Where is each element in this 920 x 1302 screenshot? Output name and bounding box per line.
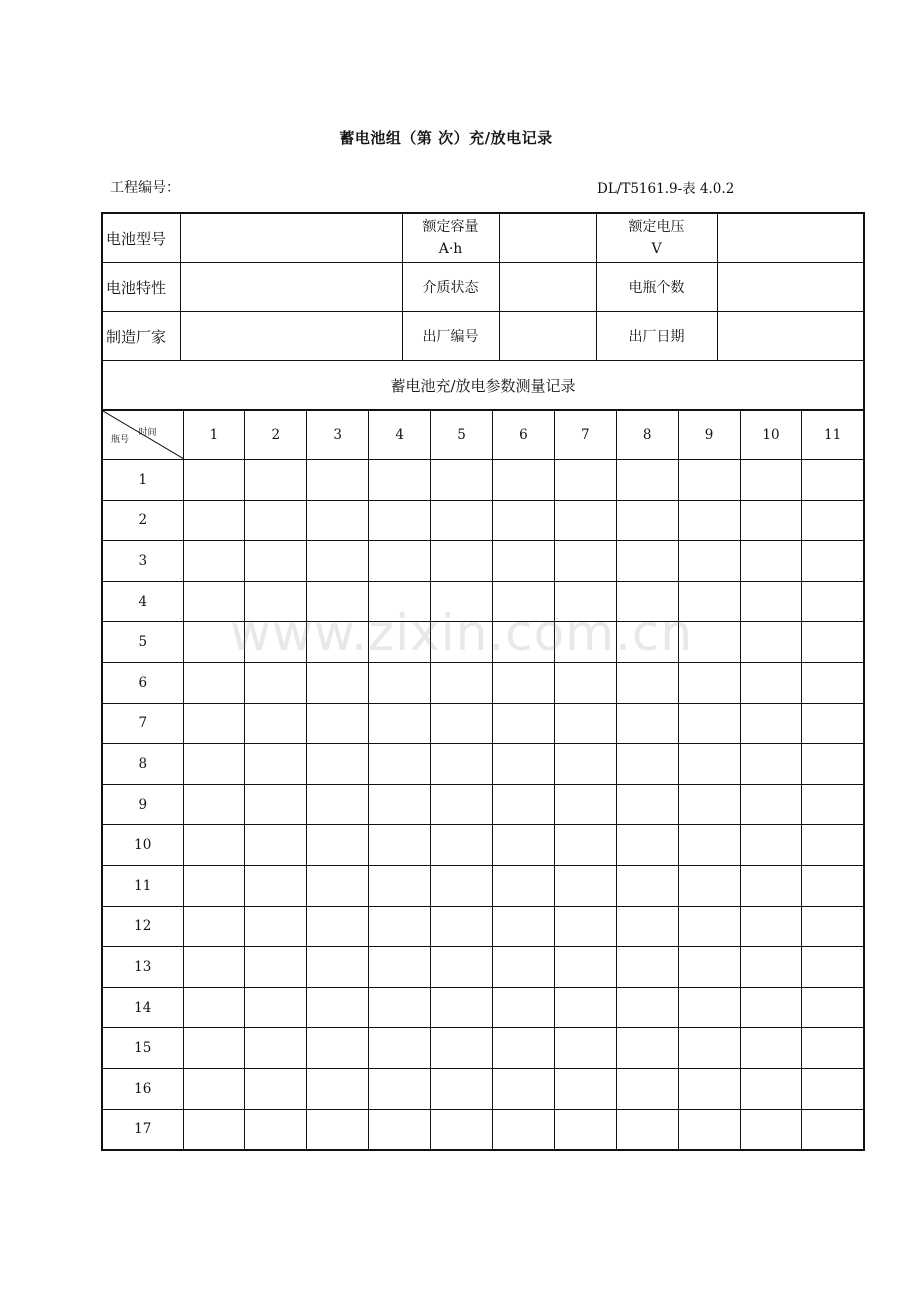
measurement-cell[interactable] bbox=[307, 744, 369, 785]
manufacturer-field[interactable] bbox=[180, 312, 402, 361]
measurement-cell[interactable] bbox=[183, 947, 245, 988]
page-title: 蓄电池组（第 次）充/放电记录 bbox=[339, 129, 553, 147]
measurement-cell[interactable] bbox=[369, 744, 431, 785]
measurement-cell[interactable] bbox=[307, 1068, 369, 1109]
measurement-cell[interactable] bbox=[492, 622, 554, 663]
table-row bbox=[102, 947, 864, 988]
project-number-label: 工程编号： bbox=[110, 180, 180, 196]
measurement-cell[interactable] bbox=[740, 1109, 802, 1150]
measurement-cell[interactable] bbox=[369, 947, 431, 988]
measurement-cell[interactable] bbox=[307, 906, 369, 947]
measurement-cell[interactable] bbox=[616, 581, 678, 622]
measurement-cell[interactable] bbox=[740, 500, 802, 541]
measurement-cell[interactable] bbox=[554, 825, 616, 866]
measurement-cell[interactable] bbox=[492, 703, 554, 744]
measurement-cell[interactable] bbox=[802, 947, 864, 988]
bottle-number-cell: 17 bbox=[102, 1109, 183, 1150]
measurement-cell[interactable] bbox=[740, 460, 802, 501]
table-row bbox=[102, 500, 864, 541]
measurement-cell[interactable] bbox=[802, 784, 864, 825]
measurement-cell[interactable] bbox=[492, 1028, 554, 1069]
table-row bbox=[102, 906, 864, 947]
measurement-cell[interactable] bbox=[802, 825, 864, 866]
measurement-cell[interactable] bbox=[554, 500, 616, 541]
bottle-number-cell: 10 bbox=[102, 825, 183, 866]
time-column-header: 2 bbox=[245, 411, 307, 460]
measurement-cell[interactable] bbox=[307, 784, 369, 825]
bottle-number-cell: 16 bbox=[102, 1068, 183, 1109]
bottle-number-cell: 9 bbox=[102, 784, 183, 825]
measurement-cell[interactable] bbox=[245, 825, 307, 866]
measurement-cell[interactable] bbox=[183, 1028, 245, 1069]
battery-model-field[interactable] bbox=[180, 213, 402, 263]
measurement-cell[interactable] bbox=[678, 581, 740, 622]
measurement-cell[interactable] bbox=[492, 1068, 554, 1109]
measurement-cell[interactable] bbox=[369, 662, 431, 703]
measurement-cell[interactable] bbox=[616, 744, 678, 785]
time-column-header: 4 bbox=[369, 411, 431, 460]
measurement-cell[interactable] bbox=[492, 662, 554, 703]
measurement-cell[interactable] bbox=[802, 541, 864, 582]
measurement-table-body bbox=[102, 411, 864, 1151]
measurement-cell[interactable] bbox=[245, 581, 307, 622]
measurement-cell[interactable] bbox=[616, 460, 678, 501]
measurement-cell[interactable] bbox=[740, 744, 802, 785]
measurement-cell[interactable] bbox=[740, 541, 802, 582]
measurement-cell[interactable] bbox=[307, 987, 369, 1028]
measurement-cell[interactable] bbox=[740, 622, 802, 663]
rated-voltage-field[interactable] bbox=[717, 213, 864, 263]
measurement-cell[interactable] bbox=[431, 947, 493, 988]
watermark: www.zixin.com.cn bbox=[230, 604, 694, 662]
measurement-cell[interactable] bbox=[307, 1028, 369, 1069]
measurement-cell[interactable] bbox=[183, 541, 245, 582]
measurement-cell[interactable] bbox=[183, 1109, 245, 1150]
measurement-cell[interactable] bbox=[802, 662, 864, 703]
measurement-cell[interactable] bbox=[554, 744, 616, 785]
measurement-cell[interactable] bbox=[245, 662, 307, 703]
table-row bbox=[102, 581, 864, 622]
table-row bbox=[102, 622, 864, 663]
measurement-cell[interactable] bbox=[369, 784, 431, 825]
measurement-cell[interactable] bbox=[554, 1068, 616, 1109]
measurement-cell[interactable] bbox=[678, 1068, 740, 1109]
info-row-1 bbox=[102, 213, 864, 263]
measurement-cell[interactable] bbox=[369, 825, 431, 866]
measurement-cell[interactable] bbox=[678, 744, 740, 785]
measurement-cell[interactable] bbox=[492, 1109, 554, 1150]
bottle-number-cell: 8 bbox=[102, 744, 183, 785]
measurement-cell[interactable] bbox=[678, 460, 740, 501]
measurement-cell[interactable] bbox=[678, 865, 740, 906]
measurement-cell[interactable] bbox=[183, 1068, 245, 1109]
measurement-cell[interactable] bbox=[616, 865, 678, 906]
rated-voltage-unit: V bbox=[651, 241, 662, 257]
measurement-cell[interactable] bbox=[554, 662, 616, 703]
measurement-cell[interactable] bbox=[245, 906, 307, 947]
measurement-cell[interactable] bbox=[183, 784, 245, 825]
measurement-cell[interactable] bbox=[492, 581, 554, 622]
table-row bbox=[102, 825, 864, 866]
factory-date-field[interactable] bbox=[717, 312, 864, 361]
measurement-cell[interactable] bbox=[678, 541, 740, 582]
measurement-cell[interactable] bbox=[245, 1028, 307, 1069]
measurement-cell[interactable] bbox=[740, 1068, 802, 1109]
measurement-cell[interactable] bbox=[802, 500, 864, 541]
measurement-cell[interactable] bbox=[183, 500, 245, 541]
measurement-cell[interactable] bbox=[245, 622, 307, 663]
measurement-cell[interactable] bbox=[616, 703, 678, 744]
measurement-cell[interactable] bbox=[183, 581, 245, 622]
measurement-cell[interactable] bbox=[678, 906, 740, 947]
measurement-cell[interactable] bbox=[307, 662, 369, 703]
measurement-cell[interactable] bbox=[183, 865, 245, 906]
measurement-cell[interactable] bbox=[183, 662, 245, 703]
time-column-header: 9 bbox=[678, 411, 740, 460]
battery-characteristics-label: 电池特性 bbox=[102, 263, 180, 312]
measurement-cell[interactable] bbox=[802, 581, 864, 622]
measurement-cell[interactable] bbox=[678, 662, 740, 703]
measurement-cell[interactable] bbox=[616, 500, 678, 541]
measurement-cell[interactable] bbox=[369, 1068, 431, 1109]
measurement-cell[interactable] bbox=[802, 744, 864, 785]
measurement-cell[interactable] bbox=[245, 1068, 307, 1109]
measurement-cell[interactable] bbox=[616, 622, 678, 663]
rated-voltage-text: 额定电压 bbox=[628, 219, 685, 235]
measurement-cell[interactable] bbox=[369, 703, 431, 744]
time-column-header: 7 bbox=[554, 411, 616, 460]
manufacturer-label: 制造厂家 bbox=[102, 312, 180, 361]
cell-count-label: 电瓶个数 bbox=[596, 263, 717, 312]
measurement-cell[interactable] bbox=[369, 906, 431, 947]
measurement-cell[interactable] bbox=[616, 541, 678, 582]
factory-date-label: 出厂日期 bbox=[596, 312, 717, 361]
rated-capacity-unit: A·h bbox=[438, 241, 463, 257]
measurement-cell[interactable] bbox=[740, 784, 802, 825]
measurement-cell[interactable] bbox=[678, 825, 740, 866]
measurement-cell[interactable] bbox=[183, 744, 245, 785]
measurement-cell[interactable] bbox=[740, 703, 802, 744]
measurement-cell[interactable] bbox=[678, 1028, 740, 1069]
measurement-cell[interactable] bbox=[431, 703, 493, 744]
measurement-cell[interactable] bbox=[245, 784, 307, 825]
measurement-cell[interactable] bbox=[554, 622, 616, 663]
measurement-cell[interactable] bbox=[307, 541, 369, 582]
table-row bbox=[102, 784, 864, 825]
measurement-cell[interactable] bbox=[616, 784, 678, 825]
measurement-cell[interactable] bbox=[554, 906, 616, 947]
measurement-cell[interactable] bbox=[245, 460, 307, 501]
section-title-row bbox=[102, 361, 864, 410]
measurement-cell[interactable] bbox=[245, 703, 307, 744]
measurement-cell[interactable] bbox=[740, 865, 802, 906]
measurement-cell[interactable] bbox=[369, 1028, 431, 1069]
measurement-cell[interactable] bbox=[678, 703, 740, 744]
bottle-number-cell: 7 bbox=[102, 703, 183, 744]
section-title: 蓄电池充/放电参数测量记录 bbox=[102, 361, 864, 410]
time-column-header: 11 bbox=[802, 411, 864, 460]
bottle-number-cell: 6 bbox=[102, 662, 183, 703]
measurement-cell[interactable] bbox=[431, 1028, 493, 1069]
measurement-cell[interactable] bbox=[307, 581, 369, 622]
bottle-number-cell: 5 bbox=[102, 622, 183, 663]
rated-capacity-label bbox=[402, 213, 499, 263]
medium-state-field[interactable] bbox=[499, 263, 596, 312]
measurement-cell[interactable] bbox=[183, 703, 245, 744]
measurement-cell[interactable] bbox=[369, 1109, 431, 1150]
rated-capacity-field[interactable] bbox=[499, 213, 596, 263]
measurement-cell[interactable] bbox=[678, 500, 740, 541]
measurement-cell[interactable] bbox=[678, 784, 740, 825]
measurement-cell[interactable] bbox=[616, 1068, 678, 1109]
measurement-cell[interactable] bbox=[678, 987, 740, 1028]
measurement-cell[interactable] bbox=[431, 987, 493, 1028]
measurement-cell[interactable] bbox=[431, 581, 493, 622]
time-header-row bbox=[102, 411, 864, 460]
measurement-cell[interactable] bbox=[802, 906, 864, 947]
measurement-cell[interactable] bbox=[492, 865, 554, 906]
measurement-cell[interactable] bbox=[678, 622, 740, 663]
table-row bbox=[102, 744, 864, 785]
measurement-cell[interactable] bbox=[431, 1109, 493, 1150]
bottle-no-corner-label: 瓶号 bbox=[111, 435, 130, 445]
bottle-number-cell: 2 bbox=[102, 500, 183, 541]
battery-characteristics-field[interactable] bbox=[180, 263, 402, 312]
measurement-cell[interactable] bbox=[369, 581, 431, 622]
measurement-cell[interactable] bbox=[369, 865, 431, 906]
measurement-cell[interactable] bbox=[245, 987, 307, 1028]
measurement-cell[interactable] bbox=[554, 1109, 616, 1150]
measurement-cell[interactable] bbox=[307, 947, 369, 988]
bottle-number-cell: 12 bbox=[102, 906, 183, 947]
battery-info-table bbox=[101, 212, 865, 410]
measurement-cell[interactable] bbox=[740, 906, 802, 947]
measurement-cell[interactable] bbox=[183, 906, 245, 947]
measurement-cell[interactable] bbox=[183, 987, 245, 1028]
measurement-cell[interactable] bbox=[431, 906, 493, 947]
corner-header-cell bbox=[102, 411, 183, 460]
measurement-cell[interactable] bbox=[492, 906, 554, 947]
bottle-number-cell: 14 bbox=[102, 987, 183, 1028]
measurement-cell[interactable] bbox=[369, 541, 431, 582]
measurement-cell[interactable] bbox=[492, 825, 554, 866]
bottle-number-cell: 4 bbox=[102, 581, 183, 622]
table-row bbox=[102, 865, 864, 906]
measurement-cell[interactable] bbox=[802, 1068, 864, 1109]
measurement-cell[interactable] bbox=[183, 460, 245, 501]
measurement-cell[interactable] bbox=[307, 622, 369, 663]
measurement-cell[interactable] bbox=[307, 865, 369, 906]
measurement-cell[interactable] bbox=[616, 662, 678, 703]
measurement-cell[interactable] bbox=[554, 541, 616, 582]
table-row bbox=[102, 1028, 864, 1069]
time-column-header: 3 bbox=[307, 411, 369, 460]
measurement-cell[interactable] bbox=[802, 622, 864, 663]
measurement-cell[interactable] bbox=[554, 784, 616, 825]
time-column-header: 6 bbox=[492, 411, 554, 460]
measurement-cell[interactable] bbox=[245, 1109, 307, 1150]
measurement-cell[interactable] bbox=[307, 825, 369, 866]
measurement-cell[interactable] bbox=[183, 622, 245, 663]
measurement-cell[interactable] bbox=[678, 1109, 740, 1150]
measurement-cell[interactable] bbox=[802, 987, 864, 1028]
table-row bbox=[102, 541, 864, 582]
measurement-cell[interactable] bbox=[492, 500, 554, 541]
measurement-cell[interactable] bbox=[492, 460, 554, 501]
measurement-cell[interactable] bbox=[616, 906, 678, 947]
measurement-cell[interactable] bbox=[245, 541, 307, 582]
measurement-cell[interactable] bbox=[492, 987, 554, 1028]
measurement-cell[interactable] bbox=[616, 1109, 678, 1150]
measurement-cell[interactable] bbox=[369, 622, 431, 663]
info-row-3 bbox=[102, 312, 864, 361]
measurement-cell[interactable] bbox=[431, 622, 493, 663]
factory-number-label: 出厂编号 bbox=[402, 312, 499, 361]
measurement-cell[interactable] bbox=[678, 947, 740, 988]
rated-capacity-text: 额定容量 bbox=[422, 219, 479, 235]
measurement-cell[interactable] bbox=[369, 987, 431, 1028]
bottle-number-cell: 11 bbox=[102, 865, 183, 906]
table-row bbox=[102, 662, 864, 703]
cell-count-field[interactable] bbox=[717, 263, 864, 312]
measurement-cell[interactable] bbox=[307, 1109, 369, 1150]
rated-voltage-label bbox=[596, 213, 717, 263]
measurement-cell[interactable] bbox=[431, 825, 493, 866]
measurement-cell[interactable] bbox=[554, 1028, 616, 1069]
measurement-cell[interactable] bbox=[245, 865, 307, 906]
measurement-cell[interactable] bbox=[431, 865, 493, 906]
time-column-header: 10 bbox=[740, 411, 802, 460]
table-row bbox=[102, 1068, 864, 1109]
bottle-number-cell: 3 bbox=[102, 541, 183, 582]
measurement-cell[interactable] bbox=[740, 825, 802, 866]
measurement-cell[interactable] bbox=[431, 460, 493, 501]
measurement-cell[interactable] bbox=[245, 947, 307, 988]
bottle-number-cell: 1 bbox=[102, 460, 183, 501]
measurement-cell[interactable] bbox=[802, 1028, 864, 1069]
time-column-header: 5 bbox=[431, 411, 493, 460]
form-code: DL/T5161.9-表 4.0.2 bbox=[597, 181, 735, 197]
measurement-cell[interactable] bbox=[245, 500, 307, 541]
measurement-cell[interactable] bbox=[431, 1068, 493, 1109]
table-row bbox=[102, 1109, 864, 1150]
measurement-cell[interactable] bbox=[431, 541, 493, 582]
measurement-cell[interactable] bbox=[245, 744, 307, 785]
measurement-cell[interactable] bbox=[431, 500, 493, 541]
measurement-cell[interactable] bbox=[554, 703, 616, 744]
measurement-cell[interactable] bbox=[307, 500, 369, 541]
table-row bbox=[102, 987, 864, 1028]
measurement-cell[interactable] bbox=[616, 947, 678, 988]
table-row bbox=[102, 460, 864, 501]
measurement-cell[interactable] bbox=[492, 784, 554, 825]
measurement-cell[interactable] bbox=[740, 947, 802, 988]
bottle-number-cell: 15 bbox=[102, 1028, 183, 1069]
measurement-cell[interactable] bbox=[431, 744, 493, 785]
measurement-cell[interactable] bbox=[492, 947, 554, 988]
battery-model-label: 电池型号 bbox=[102, 213, 180, 263]
time-corner-label: 时间 bbox=[138, 428, 157, 438]
info-row-2 bbox=[102, 263, 864, 312]
factory-number-field[interactable] bbox=[499, 312, 596, 361]
measurement-cell[interactable] bbox=[740, 1028, 802, 1069]
measurement-cell[interactable] bbox=[183, 825, 245, 866]
medium-state-label: 介质状态 bbox=[402, 263, 499, 312]
measurement-cell[interactable] bbox=[740, 662, 802, 703]
measurement-cell[interactable] bbox=[431, 784, 493, 825]
measurement-cell[interactable] bbox=[307, 460, 369, 501]
measurement-cell[interactable] bbox=[307, 703, 369, 744]
measurement-cell[interactable] bbox=[369, 500, 431, 541]
measurement-cell[interactable] bbox=[492, 744, 554, 785]
measurement-cell[interactable] bbox=[554, 865, 616, 906]
measurement-cell[interactable] bbox=[802, 1109, 864, 1150]
measurement-cell[interactable] bbox=[554, 987, 616, 1028]
measurement-cell[interactable] bbox=[616, 987, 678, 1028]
measurement-cell[interactable] bbox=[431, 662, 493, 703]
measurement-cell[interactable] bbox=[492, 541, 554, 582]
measurement-cell[interactable] bbox=[554, 581, 616, 622]
table-row bbox=[102, 703, 864, 744]
measurement-cell[interactable] bbox=[554, 460, 616, 501]
measurement-cell[interactable] bbox=[802, 865, 864, 906]
diagonal-header bbox=[103, 411, 183, 459]
bottle-number-cell: 13 bbox=[102, 947, 183, 988]
time-column-header: 8 bbox=[616, 411, 678, 460]
measurement-cell[interactable] bbox=[802, 460, 864, 501]
measurement-table bbox=[101, 410, 865, 1151]
time-column-header: 1 bbox=[183, 411, 245, 460]
measurement-cell[interactable] bbox=[369, 460, 431, 501]
measurement-cell[interactable] bbox=[616, 825, 678, 866]
measurement-cell[interactable] bbox=[554, 947, 616, 988]
measurement-cell[interactable] bbox=[616, 1028, 678, 1069]
measurement-cell[interactable] bbox=[802, 703, 864, 744]
measurement-cell[interactable] bbox=[740, 581, 802, 622]
measurement-cell[interactable] bbox=[740, 987, 802, 1028]
